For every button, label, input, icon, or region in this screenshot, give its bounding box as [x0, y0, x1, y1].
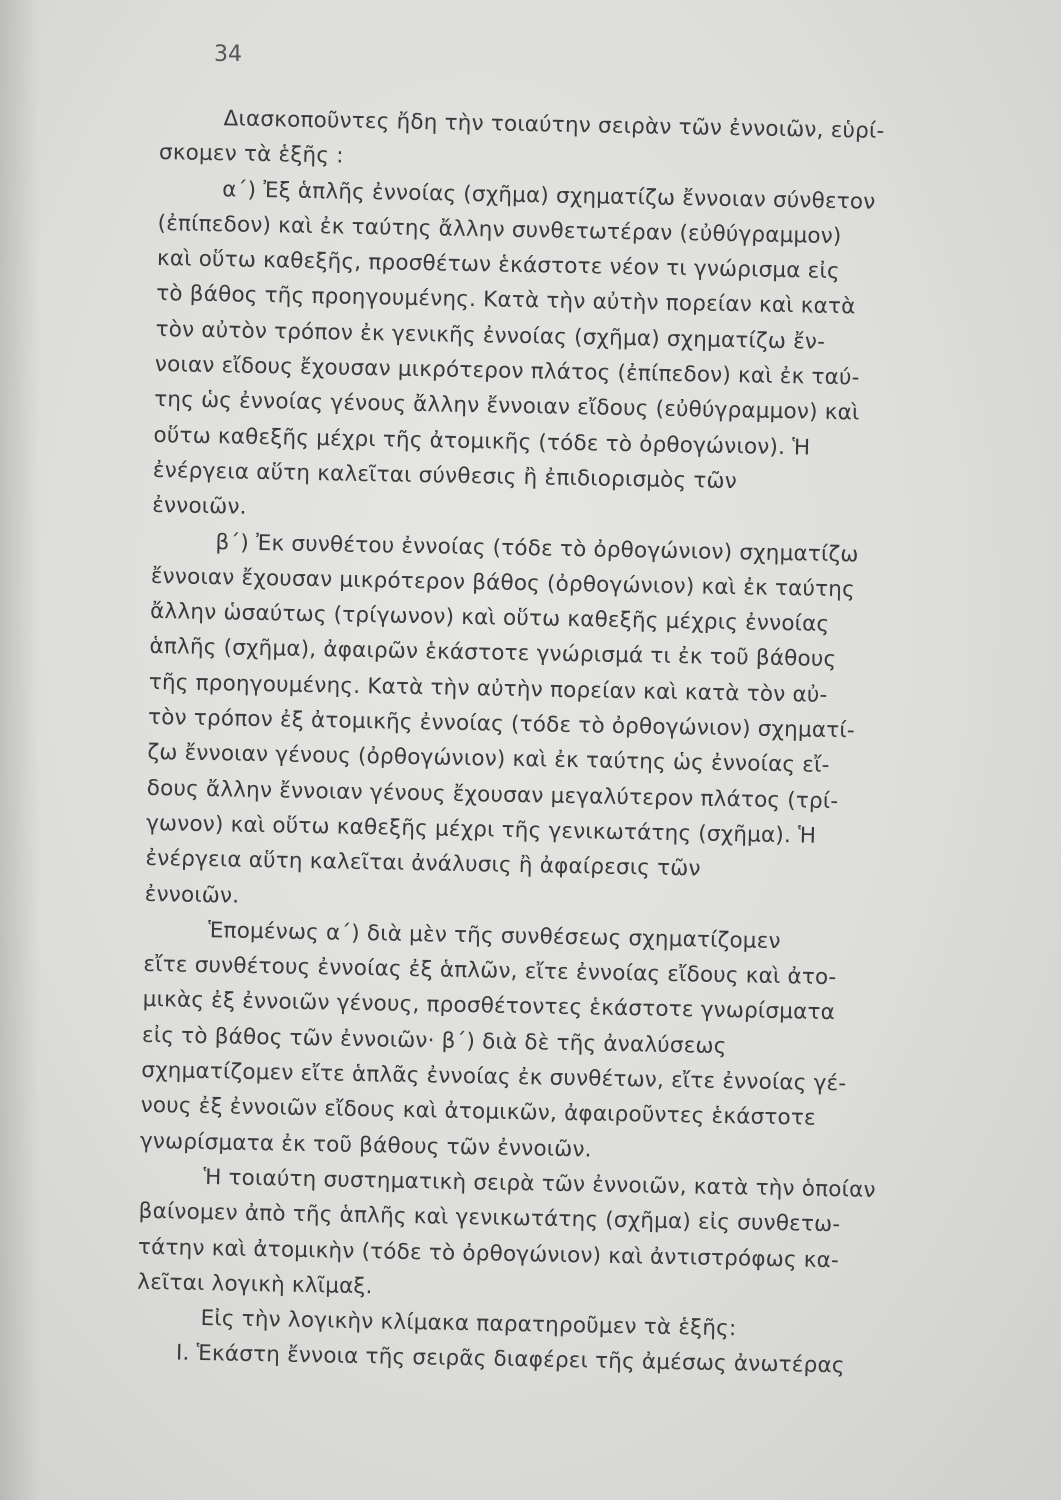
text-line: ἐννοιῶν.	[144, 881, 240, 909]
page-number: 34	[214, 42, 242, 67]
text-line: γνωρίσματα ἐκ τοῦ βάθους τῶν ἐννοιῶν.	[139, 1128, 592, 1163]
text-line: Ἡ τοιαύτη συστηματικὴ σειρὰ τῶν ἐννοιῶν, κατὰ τὴν ὁποίαν	[203, 1164, 876, 1203]
text-line: τάτην καὶ ἀτομικὴν (τόδε τὸ ὀρθογώνιον) καὶ ἀντιστρόφως κα-	[137, 1234, 840, 1273]
text-line: τὸν αὐτὸν τρόπον ἐκ γενικῆς ἐννοίας (σχῆμα) σχηματίζω ἔν-	[155, 316, 826, 355]
text-line: δους ἄλλην ἔννοιαν γένους ἔχουσαν μεγαλύτερον πλάτος (τρί-	[146, 775, 839, 814]
text-line: μικὰς ἐξ ἐννοιῶν γένους, προσθέτοντες ἑκάστοτε γνωρίσματα	[142, 987, 836, 1026]
text-line: ἐννοιῶν.	[151, 493, 247, 521]
text-line: γωνον) καὶ οὕτω καθεξῆς μέχρι τῆς γενικωτάτης (σχῆμα). Ἡ	[145, 810, 817, 849]
text-line: λεῖται λογικὴ κλῖμαξ.	[137, 1269, 373, 1300]
text-line: ζω ἔννοιαν γένους (ὀρθογώνιον) καὶ ἐκ ταύτης ὡς ἐννοίας εἴ-	[147, 740, 830, 779]
text-line: (ἐπίπεδον) καὶ ἐκ ταύτης ἄλλην συνθετωτέραν (εὐθύγραμμον)	[157, 210, 842, 249]
text-line: τῆς προηγουμένης. Κατὰ τὴν αὐτὴν πορείαν καὶ κατὰ τὸν αὐ-	[148, 669, 828, 708]
text-line: εἴτε συνθέτους ἐννοίας ἐξ ἁπλῶν, εἴτε ἐννοίας εἴδους καὶ ἀτο-	[143, 951, 837, 991]
text-line: τὸν τρόπον ἐξ ἀτομικῆς ἐννοίας (τόδε τὸ ὀρθογώνιον) σχηματί-	[147, 704, 856, 744]
text-line: τὸ βάθος τῆς προηγουμένης. Κατὰ τὴν αὐτὴν πορείαν καὶ κατὰ	[156, 281, 856, 320]
text-line: σχηματίζομεν εἴτε ἁπλᾶς ἐννοίας ἐκ συνθέτων, εἴτε ἐννοίας γέ-	[141, 1057, 847, 1097]
text-line: βαίνομεν ἀπὸ τῆς ἁπλῆς καὶ γενικωτάτης (σχῆμα) εἰς συνθετω-	[138, 1199, 841, 1238]
body-text	[136, 100, 1020, 1387]
text-line: σκομεν τὰ ἑξῆς :	[158, 140, 344, 169]
text-line: ἔννοιαν ἔχουσαν μικρότερον βάθος (ὀρθογώνιον) καὶ ἐκ ταύτης	[150, 563, 856, 603]
text-line: β΄) Ἐκ συνθέτου ἐννοίας (τόδε τὸ ὀρθογώνιον) σχηματίζω	[215, 529, 859, 568]
text-line: νοιαν εἴδους ἔχουσαν μικρότερον πλάτος (ἐπίπεδον) καὶ ἐκ ταύ-	[154, 352, 860, 391]
text-line: Εἰς τὴν λογικὴν κλίμακα παρατηροῦμεν τὰ ἑξῆς:	[200, 1306, 737, 1342]
text-line: ἄλλην ὡσαύτως (τρίγωνον) καὶ οὕτω καθεξῆς μέχρις ἐννοίας	[149, 599, 830, 638]
text-line: νους ἐξ ἐννοιῶν εἴδους καὶ ἀτομικῶν, ἀφαιροῦντες ἑκάστοτε	[140, 1093, 817, 1132]
binding-shadow	[0, 0, 40, 1500]
text-line: ἁπλῆς (σχῆμα), ἀφαιρῶν ἑκάστοτε γνώρισμά τι ἐκ τοῦ βάθους	[149, 634, 837, 673]
text-line: εἰς τὸ βάθος τῶν ἐννοιῶν· β΄) διὰ δὲ τῆς ἀναλύσεως	[141, 1022, 727, 1059]
text-line: α΄) Ἐξ ἁπλῆς ἐννοίας (σχῆμα) σχηματίζω ἔννοιαν σύνθετον	[222, 176, 876, 215]
text-line: ἐνέργεια αὕτη καλεῖται ἀνάλυσις ἢ ἀφαίρεσις τῶν	[145, 846, 701, 882]
text-line: Ἑπομένως α΄) διὰ μὲν τῆς συνθέσεως σχηματίζομεν	[207, 917, 781, 954]
text-line: καὶ οὕτω καθεξῆς, προσθέτων ἑκάστοτε νέον τι γνώρισμα εἰς	[156, 246, 841, 285]
text-line: της ὡς ἐννοίας γένους ἄλλην ἔννοιαν εἴδους (εὐθύγραμμον) καὶ	[154, 387, 860, 426]
text-line: Διασκοποῦντες ἤδη τὴν τοιαύτην σειρὰν τῶν ἐννοιῶν, εὑρί-	[223, 106, 885, 144]
text-line: οὕτω καθεξῆς μέχρι τῆς ἀτομικῆς (τόδε τὸ ὀρθογώνιον). Ἡ	[153, 422, 811, 461]
text-line: ἐνέργεια αὕτη καλεῖται σύνθεσις ἢ ἐπιδιορισμὸς τῶν	[152, 457, 738, 495]
text-line: Ι. Ἑκάστη ἔννοια τῆς σειρᾶς διαφέρει τῆς ἀμέσως ἀνωτέρας	[175, 1340, 845, 1379]
